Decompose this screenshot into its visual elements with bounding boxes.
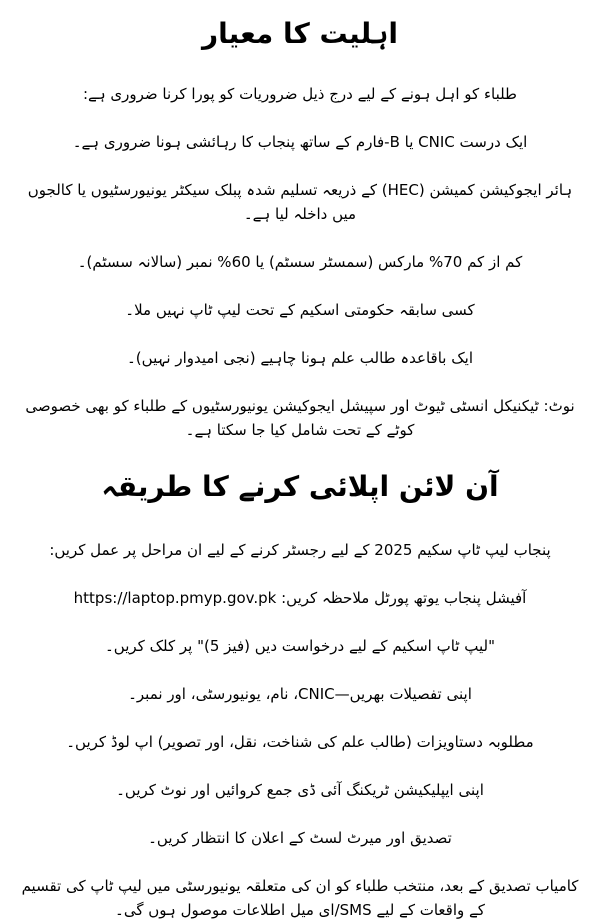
eligibility-item-regular-student: ایک باقاعدہ طالب علم ہونا چاہیے (نجی امیدوار نہیں)۔ (127, 349, 473, 367)
apply-step-upload-documents: مطلوبہ دستاویزات (طالب علم کی شناخت، نقل، اور تصویر) اپ لوڈ کریں۔ (66, 733, 534, 751)
eligibility-item-marks: کم از کم 70% مارکس (سمسٹر سسٹم) یا 60% نمبر (سالانہ سسٹم)۔ (77, 253, 523, 271)
apply-intro: پنجاب لیپ ٹاپ سکیم 2025 کے لیے رجسٹر کرنے کے لیے ان مراحل پر عمل کریں: (49, 541, 551, 559)
apply-step-fill-details: اپنی تفصیلات بھریں—CNIC، نام، یونیورسٹی، اور نمبر۔ (128, 685, 472, 703)
visit-portal-label: آفیشل پنجاب یوتھ پورٹل ملاحظہ کریں: (281, 589, 527, 607)
apply-section-title: آن لائن اپلائی کرنے کا طریقہ (101, 470, 499, 503)
eligibility-item-no-previous-laptop: کسی سابقہ حکومتی اسکیم کے تحت لیپ ٹاپ نہیں ملا۔ (125, 301, 475, 319)
apply-step-visit-portal (18, 586, 582, 610)
apply-step-submit-tracking-id: اپنی ایپلیکیشن ٹریکنگ آئی ڈی جمع کروائیں اور نوٹ کریں۔ (116, 781, 484, 799)
apply-outro-notification: کامیاب تصدیق کے بعد، منتخب طلباء کو ان کی متعلقہ یونیورسٹی میں لیپ ٹاپ کی تقسیم کے واقعات کے لیے SMS/ای میل اطلاعات موصول ہوں گی۔ (21, 877, 579, 919)
eligibility-section-title: اہلیت کا معیار (202, 17, 398, 50)
apply-step-click-phase5: "لیپ ٹاپ اسکیم کے لیے درخواست دیں (فیز 5)" پر کلک کریں۔ (105, 637, 495, 655)
apply-step-wait-merit-list: تصدیق اور میرٹ لسٹ کے اعلان کا انتظار کریں۔ (148, 829, 452, 847)
eligibility-intro: طلباء کو اہل ہونے کے لیے درج ذیل ضروریات کو پورا کرنا ضروری ہے: (82, 85, 517, 103)
eligibility-note: نوٹ: ٹیکنیکل انسٹی ٹیوٹ اور سپیشل ایجوکیشن یونیورسٹیوں کے طلباء کو بھی خصوصی کوٹے کے تحت شامل کیا جا سکتا ہے۔ (25, 397, 575, 439)
eligibility-item-hec-admission: ہائر ایجوکیشن کمیشن (HEC) کے ذریعہ تسلیم شدہ پبلک سیکٹر یونیورسٹیوں یا کالجوں میں داخلہ لیا ہے۔ (27, 181, 573, 223)
eligibility-item-residency: ایک درست CNIC یا B-فارم کے ساتھ پنجاب کا رہائشی ہونا ضروری ہے۔ (72, 133, 528, 151)
portal-url: https://laptop.pmyp.gov.pk (73, 589, 277, 607)
